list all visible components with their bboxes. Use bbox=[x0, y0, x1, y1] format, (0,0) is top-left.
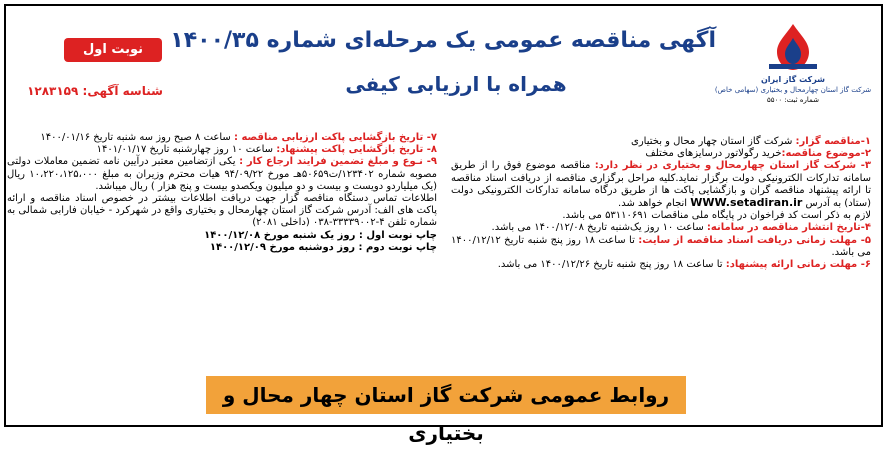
item-3-label: ۳- شرکت گاز استان چهارمحال و بختیاری در نظر دارد: bbox=[594, 160, 871, 172]
print-date-1: چاپ نوبت اول : روز یک شنبه مورخ ۱۴۰۰/۱۲/۰۸ bbox=[204, 229, 437, 241]
item-3 bbox=[451, 160, 871, 210]
item-2 bbox=[451, 148, 871, 160]
item-5-label: ۵- مهلت زمانی دریافت اسناد مناقصه از سایت: bbox=[638, 234, 871, 246]
item-4-text: ساعت ۱۰ روز یک‌شنبه تاریخ ۱۴۰۰/۱۲/۰۸ می باشد. bbox=[491, 222, 707, 234]
advertisement-frame bbox=[4, 4, 883, 445]
item-5 bbox=[451, 235, 871, 259]
item-8-text: ساعت ۱۰ روز چهارشنبه تاریخ ۱۴۰۱/۰۱/۱۷ bbox=[96, 144, 277, 156]
item-4 bbox=[451, 222, 871, 234]
page-title: آگهی مناقصه عمومی یک مرحله‌ای شماره ۱۴۰۰/۳۵ bbox=[170, 28, 716, 53]
item-9-label: ۹- نـوع و مبلغ تضمین فرایند ارجاع کار : bbox=[239, 156, 438, 168]
item-8 bbox=[7, 144, 437, 156]
left-column bbox=[7, 132, 437, 254]
item-1-label: ۱-مناقصه گزار: bbox=[795, 136, 871, 147]
logo-number: شماره ثبت: ۵۵۰۰ bbox=[767, 96, 819, 104]
gas-company-logo-icon bbox=[763, 20, 823, 74]
ad-id: شناسه آگهی: ۱۲۸۳۱۵۹ bbox=[27, 84, 163, 98]
item-9-text: یکی ازتضامین معتبر درآیین نامه تضمین معاملات دولتی مصوبه شماره ۱۲۳۴۰۲/ت۵۰۶۵۹هـ مورخ ۹۴/۰۹/۲۲ هیات محترم وزیران به مبلغ ۱۰،۲۲۰،۱۲۵،۰۰۰ ریال (یک میلیاردو دویست و بیست و دو میلیون ویکصدو بیست و پنج هزار ) ریال میباشد. bbox=[7, 156, 437, 192]
item-7 bbox=[7, 132, 437, 144]
print-date-2: چاپ نوبت دوم : روز دوشنبه مورخ ۱۴۰۰/۱۲/۰۹ bbox=[209, 241, 437, 253]
footer-banner: روابط عمومی شرکت گاز استان چهار محال و بختیاری bbox=[206, 376, 686, 414]
item-7-label: ۷- تاریخ بازگشایی پاکت ارزیابی مناقصه : bbox=[234, 132, 437, 143]
item-6-label: ۶- مهلت زمانی ارائه پیشنهاد: bbox=[725, 259, 871, 271]
setad-link[interactable]: WWW.setadiran.ir bbox=[690, 196, 803, 210]
item-8-label: ۸- تاریخ بازگشایی پاکت پیشنهاد: bbox=[276, 144, 437, 156]
note: لازم به ذکر است کد فراخوان در پایگاه ملی مناقصات ۵۳۱۱۰۶۹۱ می باشد. bbox=[562, 210, 871, 222]
page-subtitle: همراه با ارزیابی کیفی bbox=[345, 72, 567, 96]
item-1 bbox=[451, 136, 871, 148]
contact-info: اطلاعات تماس دستگاه مناقصه گزار جهت دریافت اطلاعات بیشتر در خصوص اسناد مناقصه و ارائه پاکت های الف: آدرس شرکت گاز استان چهارمحال و بختیاری واقع در شهرکرد - خیابان فارابی شمالی به شماره تلفن ۴-۳۳۳۳۹۰۰۲-۰۳۸ (داخلی ۲۰۸۱) bbox=[7, 193, 437, 229]
item-2-label: ۲-موضوع مناقصه: bbox=[781, 148, 871, 160]
item-9 bbox=[7, 156, 437, 193]
item-3-end: انجام خواهد شد. bbox=[618, 198, 691, 210]
item-6 bbox=[451, 259, 871, 271]
company-logo bbox=[713, 20, 873, 130]
item-1-text: شرکت گاز استان چهار محال و بختیاری bbox=[631, 136, 796, 147]
item-7-text: ساعت ۸ صبح روز سه شنبه تاریخ ۱۴۰۰/۰۱/۱۶ bbox=[40, 132, 234, 143]
logo-subtitle: شرکت گاز استان چهارمحال و بختیاری (سهامی خاص) bbox=[714, 86, 872, 94]
item-5-text: تا ساعت ۱۸ روز پنج شنبه تاریخ ۱۴۰۰/۱۲/۱۲ می باشد. bbox=[451, 234, 871, 258]
item-3-text: مناقصه موضوع فوق را از طریق سامانه تدارکات الکترونیکی دولت برگزار نماید.کلیه مراحل برگزاری مناقصه از دریافت اسناد مناقصه تا ارائه پیشنهاد مناقصه گران و بازگشایی پاکت ها از طریق درگاه سامانه تدارکات الکترونیکی دولت (ستاد) به آدرس bbox=[451, 160, 871, 210]
item-4-label: ۴-تاریخ انتشار مناقصه در سامانه: bbox=[706, 222, 871, 234]
logo-company-name: شرکت گاز ایران bbox=[760, 75, 826, 84]
item-2-text: خرید رگولاتور درسایزهای مختلف bbox=[645, 148, 782, 160]
right-column bbox=[451, 136, 871, 271]
item-6-text: تا ساعت ۱۸ روز پنج شنبه تاریخ ۱۴۰۰/۱۲/۲۶ می باشد. bbox=[497, 259, 726, 271]
round-badge: نوبت اول bbox=[64, 38, 162, 62]
